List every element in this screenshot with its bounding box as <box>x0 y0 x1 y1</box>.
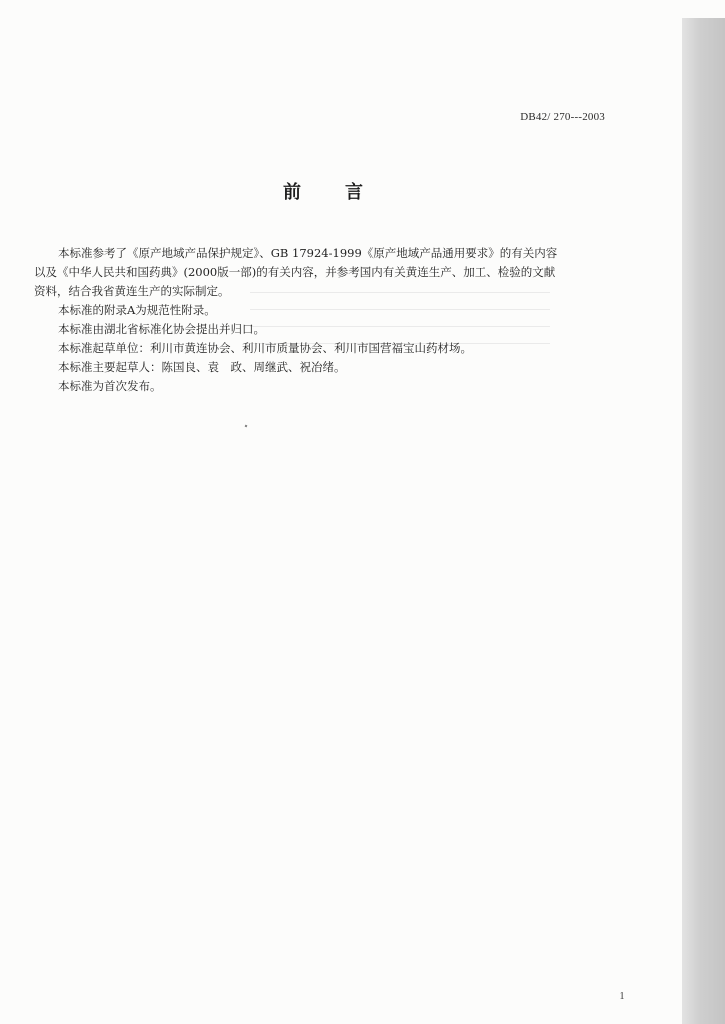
scan-speck <box>245 425 248 428</box>
paragraph-line: 本标准参考了《原产地域产品保护规定》、GB 17924-1999《原产地域产品通用要求》的有关内容 <box>58 246 558 260</box>
document-code: DB42/ 270---2003 <box>520 111 605 123</box>
paragraph-appendix: 本标准的附录A为规范性附录。 <box>58 303 216 317</box>
foreword-body <box>34 244 606 396</box>
paragraph-drafting-units: 本标准起草单位：利川市黄连协会、利川市质量协会、利川市国营福宝山药材场。 <box>58 341 472 355</box>
paragraph-proposer: 本标准由湖北省标准化协会提出并归口。 <box>58 322 265 336</box>
paragraph-drafters: 本标准主要起草人：陈国良、袁 政、周继武、祝冶绪。 <box>58 360 346 374</box>
title-char-2: 言 <box>345 182 363 203</box>
paragraph-line: 资料，结合我省黄连生产的实际制定。 <box>34 284 230 298</box>
paragraph-references <box>34 244 606 301</box>
title-char-1: 前 <box>283 182 301 203</box>
paragraph-line: 以及《中华人民共和国药典》(2000版一部)的有关内容，并参考国内有关黄连生产、加工、检验的文献 <box>34 265 556 279</box>
page-number: 1 <box>619 991 625 1002</box>
scan-edge-shadow <box>682 18 725 1024</box>
paragraph-first-release: 本标准为首次发布。 <box>58 379 162 393</box>
page-title <box>283 178 363 204</box>
